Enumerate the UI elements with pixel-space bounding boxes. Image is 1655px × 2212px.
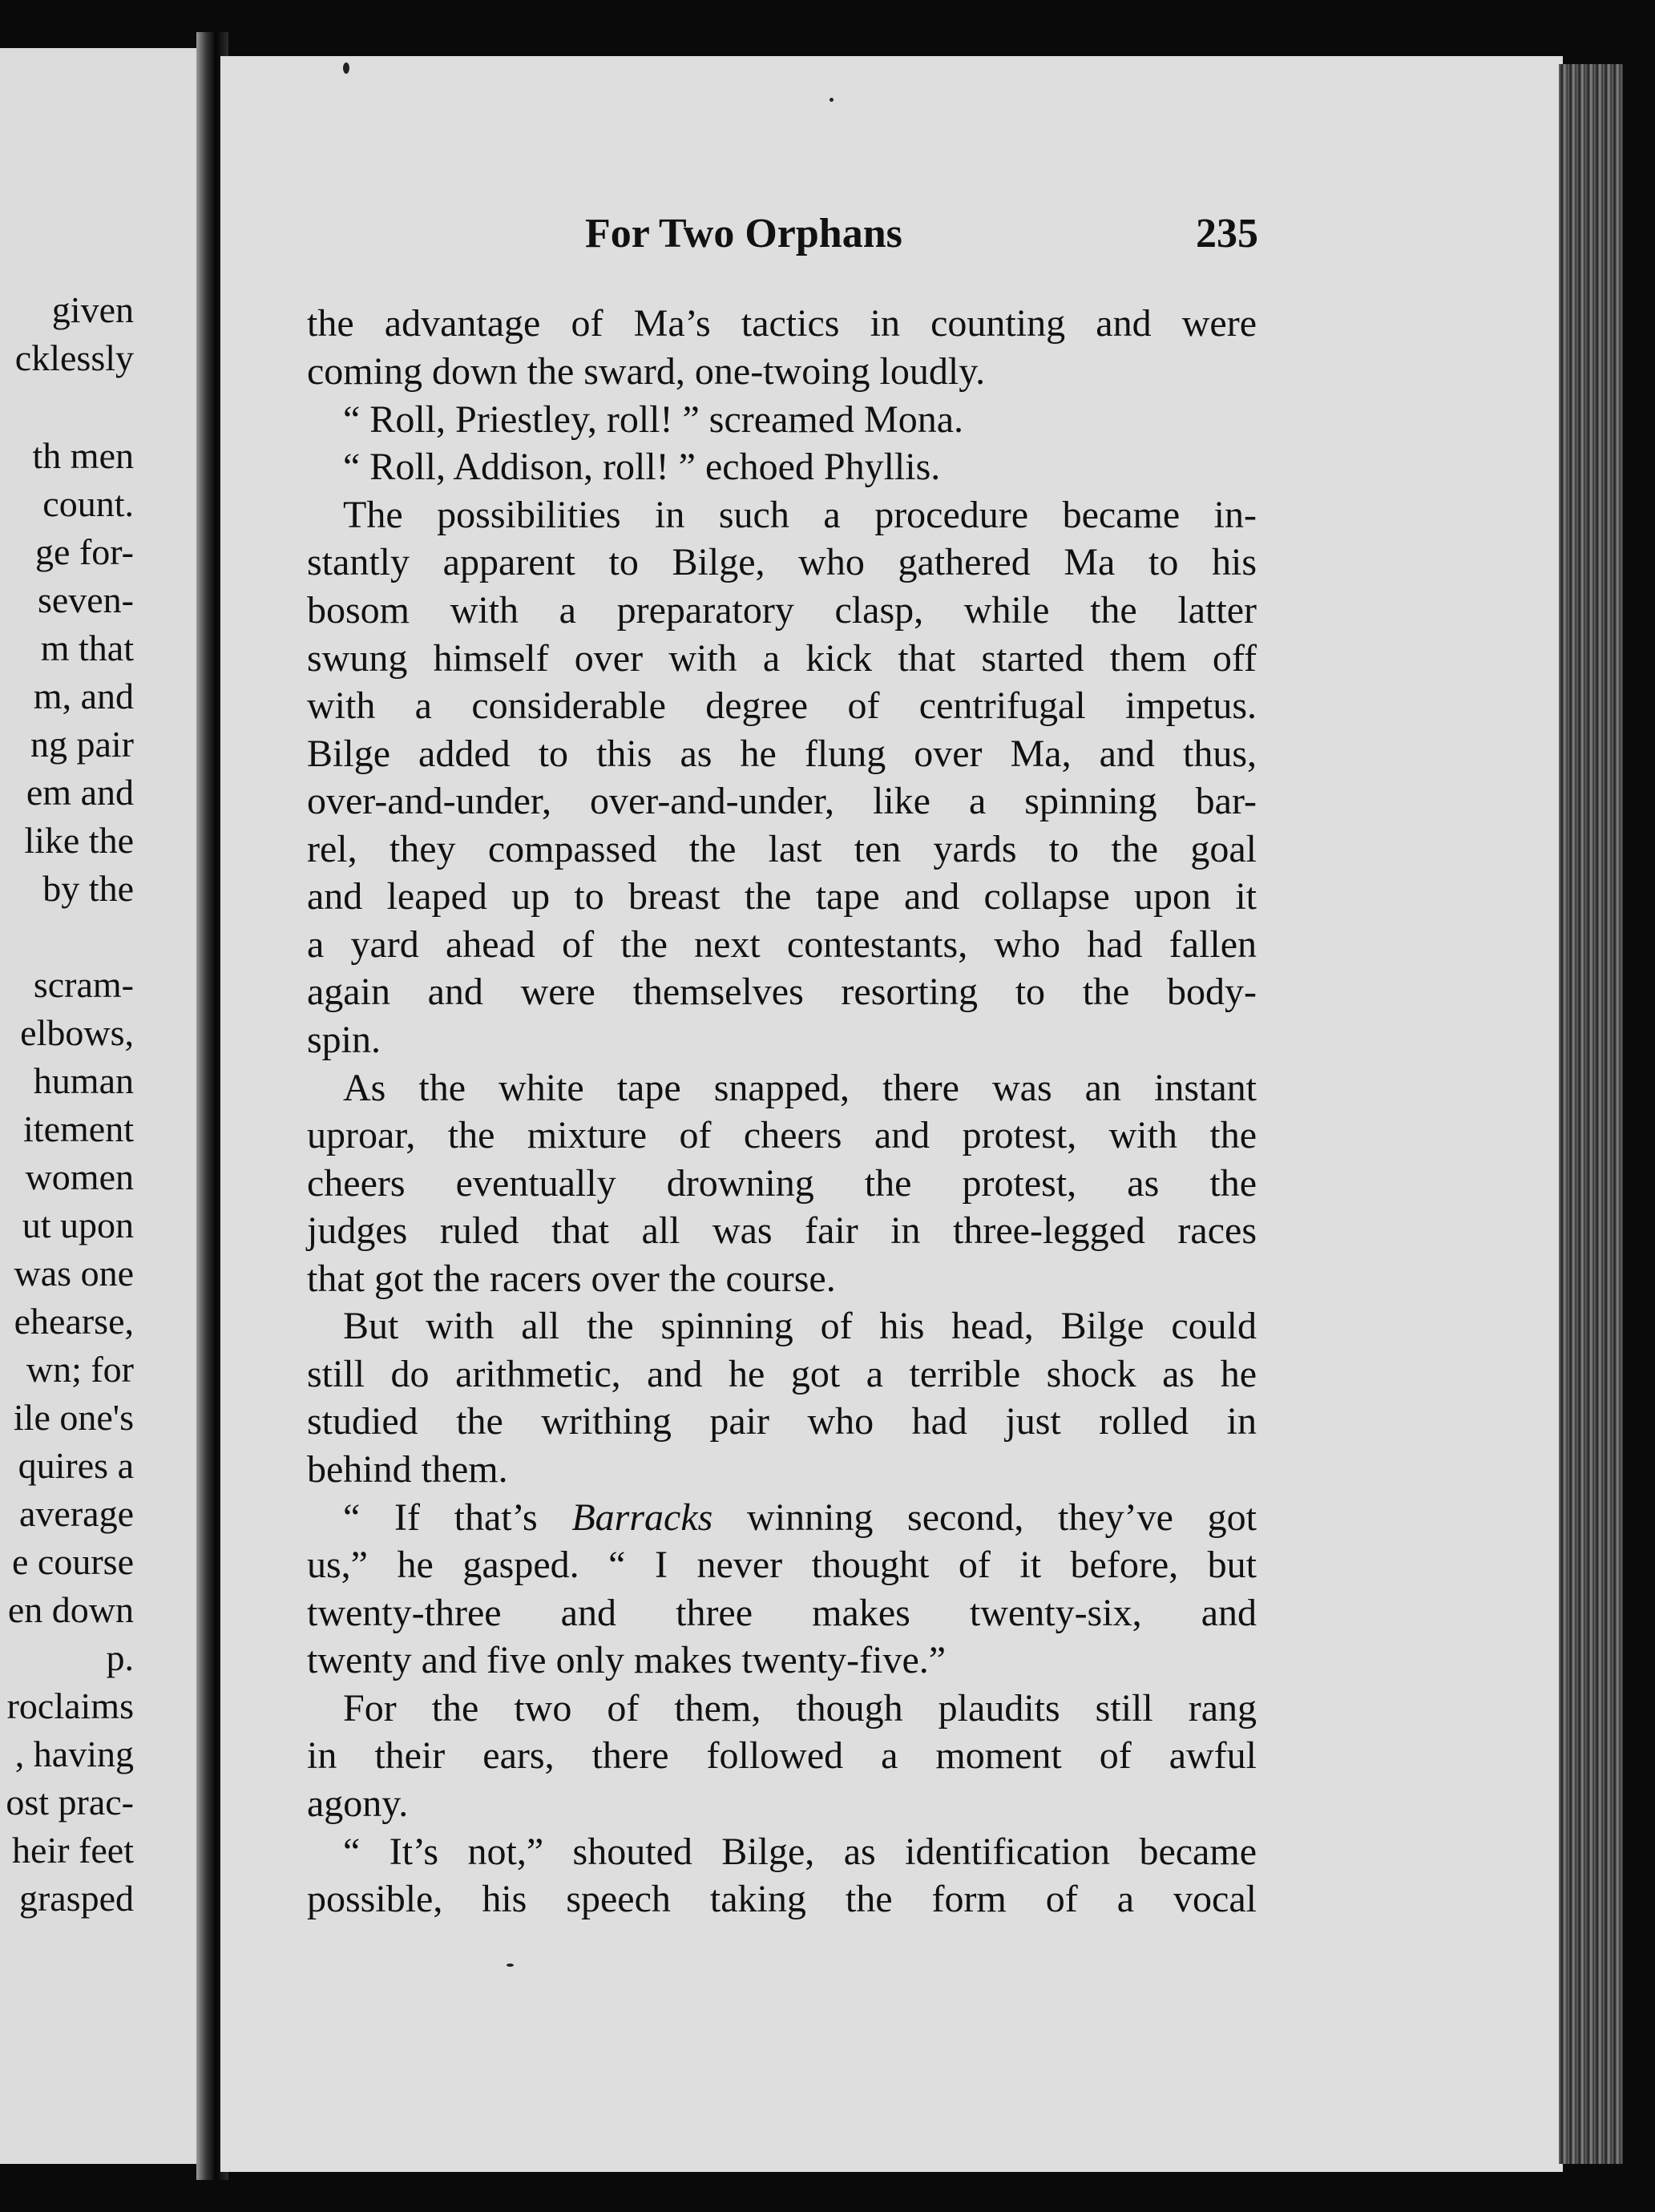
left-line: heir feet	[12, 1830, 134, 1871]
left-line: ehearse,	[14, 1301, 134, 1342]
left-line: scram-	[33, 964, 134, 1005]
text-line: twenty-three and three makes twenty-six, and	[307, 1592, 1257, 1634]
text-line: possible, his speech taking the form of a vocal	[307, 1878, 1257, 1920]
text-line: “ Roll, Priestley, roll! ” screamed Mona.	[343, 398, 963, 441]
left-line: ut upon	[22, 1205, 134, 1245]
left-line: count.	[42, 483, 134, 524]
text-line: “ Roll, Addison, roll! ” echoed Phyllis.	[343, 446, 941, 488]
left-line: p.	[106, 1637, 134, 1678]
text-line: Bilge added to this as he flung over Ma, and thus,	[307, 733, 1257, 775]
left-line: m, and	[33, 676, 134, 716]
left-line: elbows,	[20, 1012, 134, 1053]
text-line: that got the racers over the course.	[307, 1257, 836, 1300]
left-line: ng pair	[30, 724, 134, 765]
text-line: For the two of them, though plaudits still rang	[343, 1687, 1257, 1730]
scan-speck	[507, 1964, 514, 1967]
left-line: itement	[23, 1108, 134, 1149]
text-segment: “ If that’s	[343, 1496, 572, 1539]
page-edges	[1559, 64, 1623, 2164]
text-line: us,” he gasped. “ I never thought of it before, but	[307, 1544, 1257, 1586]
text-line: bosom with a preparatory clasp, while the latter	[307, 589, 1257, 632]
left-line: human	[33, 1060, 134, 1101]
text-line: the advantage of Ma’s tactics in counting and were	[307, 302, 1257, 345]
left-line: was one	[14, 1253, 134, 1294]
text-line: coming down the sward, one-twoing loudly.	[307, 350, 986, 393]
left-line: ile one's	[13, 1397, 134, 1438]
page-number: 235	[1196, 211, 1258, 256]
left-line: en down	[7, 1589, 134, 1630]
text-line: in their ears, there followed a moment of awful	[307, 1734, 1257, 1777]
left-line: ge for-	[35, 531, 134, 572]
left-line: quires a	[18, 1445, 134, 1486]
left-line: cklessly	[14, 337, 134, 378]
text-line: again and were themselves resorting to the body-	[307, 971, 1257, 1013]
left-line: , having	[14, 1734, 134, 1774]
left-line: average	[19, 1493, 134, 1534]
text-line: The possibilities in such a procedure became in-	[343, 494, 1257, 536]
left-line: th men	[32, 435, 134, 476]
left-line: ost prac-	[6, 1782, 134, 1822]
text-line: twenty and five only makes twenty-five.”	[307, 1639, 947, 1681]
running-head: For Two Orphans	[585, 211, 902, 256]
text-line	[343, 1494, 1257, 1542]
text-line: swung himself over with a kick that started them off	[307, 637, 1257, 680]
left-line: by the	[42, 868, 134, 909]
text-line: behind them.	[307, 1448, 508, 1491]
text-line: uproar, the mixture of cheers and protest, with the	[307, 1114, 1257, 1156]
left-line: roclaims	[6, 1685, 134, 1726]
left-line: women	[25, 1156, 134, 1197]
text-line: As the white tape snapped, there was an instant	[343, 1067, 1257, 1109]
left-facing-page	[0, 48, 196, 2164]
left-line: wn; for	[26, 1349, 134, 1390]
left-line: given	[51, 289, 134, 330]
text-line: and leaped up to breast the tape and collapse upon it	[307, 875, 1257, 918]
italic-title: Barracks	[571, 1496, 713, 1539]
scan-speck	[343, 63, 349, 74]
text-line: agony.	[307, 1782, 409, 1825]
text-line: But with all the spinning of his head, Bilge could	[343, 1305, 1257, 1347]
text-line: cheers eventually drowning the protest, as the	[307, 1162, 1257, 1205]
scan-speck	[830, 98, 834, 102]
text-line: still do arithmetic, and he got a terrible shock as he	[307, 1353, 1257, 1395]
text-line: “ It’s not,” shouted Bilge, as identification became	[343, 1831, 1257, 1873]
left-line: e course	[12, 1541, 134, 1582]
text-segment: winning second, they’ve got	[712, 1496, 1257, 1539]
text-line: over-and-under, over-and-under, like a spinning bar-	[307, 780, 1257, 822]
text-line: a yard ahead of the next contestants, who had fallen	[307, 923, 1257, 966]
left-line: seven-	[37, 579, 134, 620]
text-line: stantly apparent to Bilge, who gathered Ma to his	[307, 541, 1257, 583]
left-line: m that	[40, 628, 134, 668]
text-line: with a considerable degree of centrifugal impetus.	[307, 684, 1257, 727]
text-line: studied the writhing pair who had just rolled in	[307, 1400, 1257, 1443]
left-line: like the	[24, 820, 134, 861]
left-line: em and	[26, 772, 134, 813]
text-line: judges ruled that all was fair in three-legged races	[307, 1209, 1257, 1252]
text-line: spin.	[307, 1019, 381, 1061]
left-line: grasped	[18, 1878, 134, 1919]
text-line: rel, they compassed the last ten yards to the goal	[307, 828, 1257, 870]
